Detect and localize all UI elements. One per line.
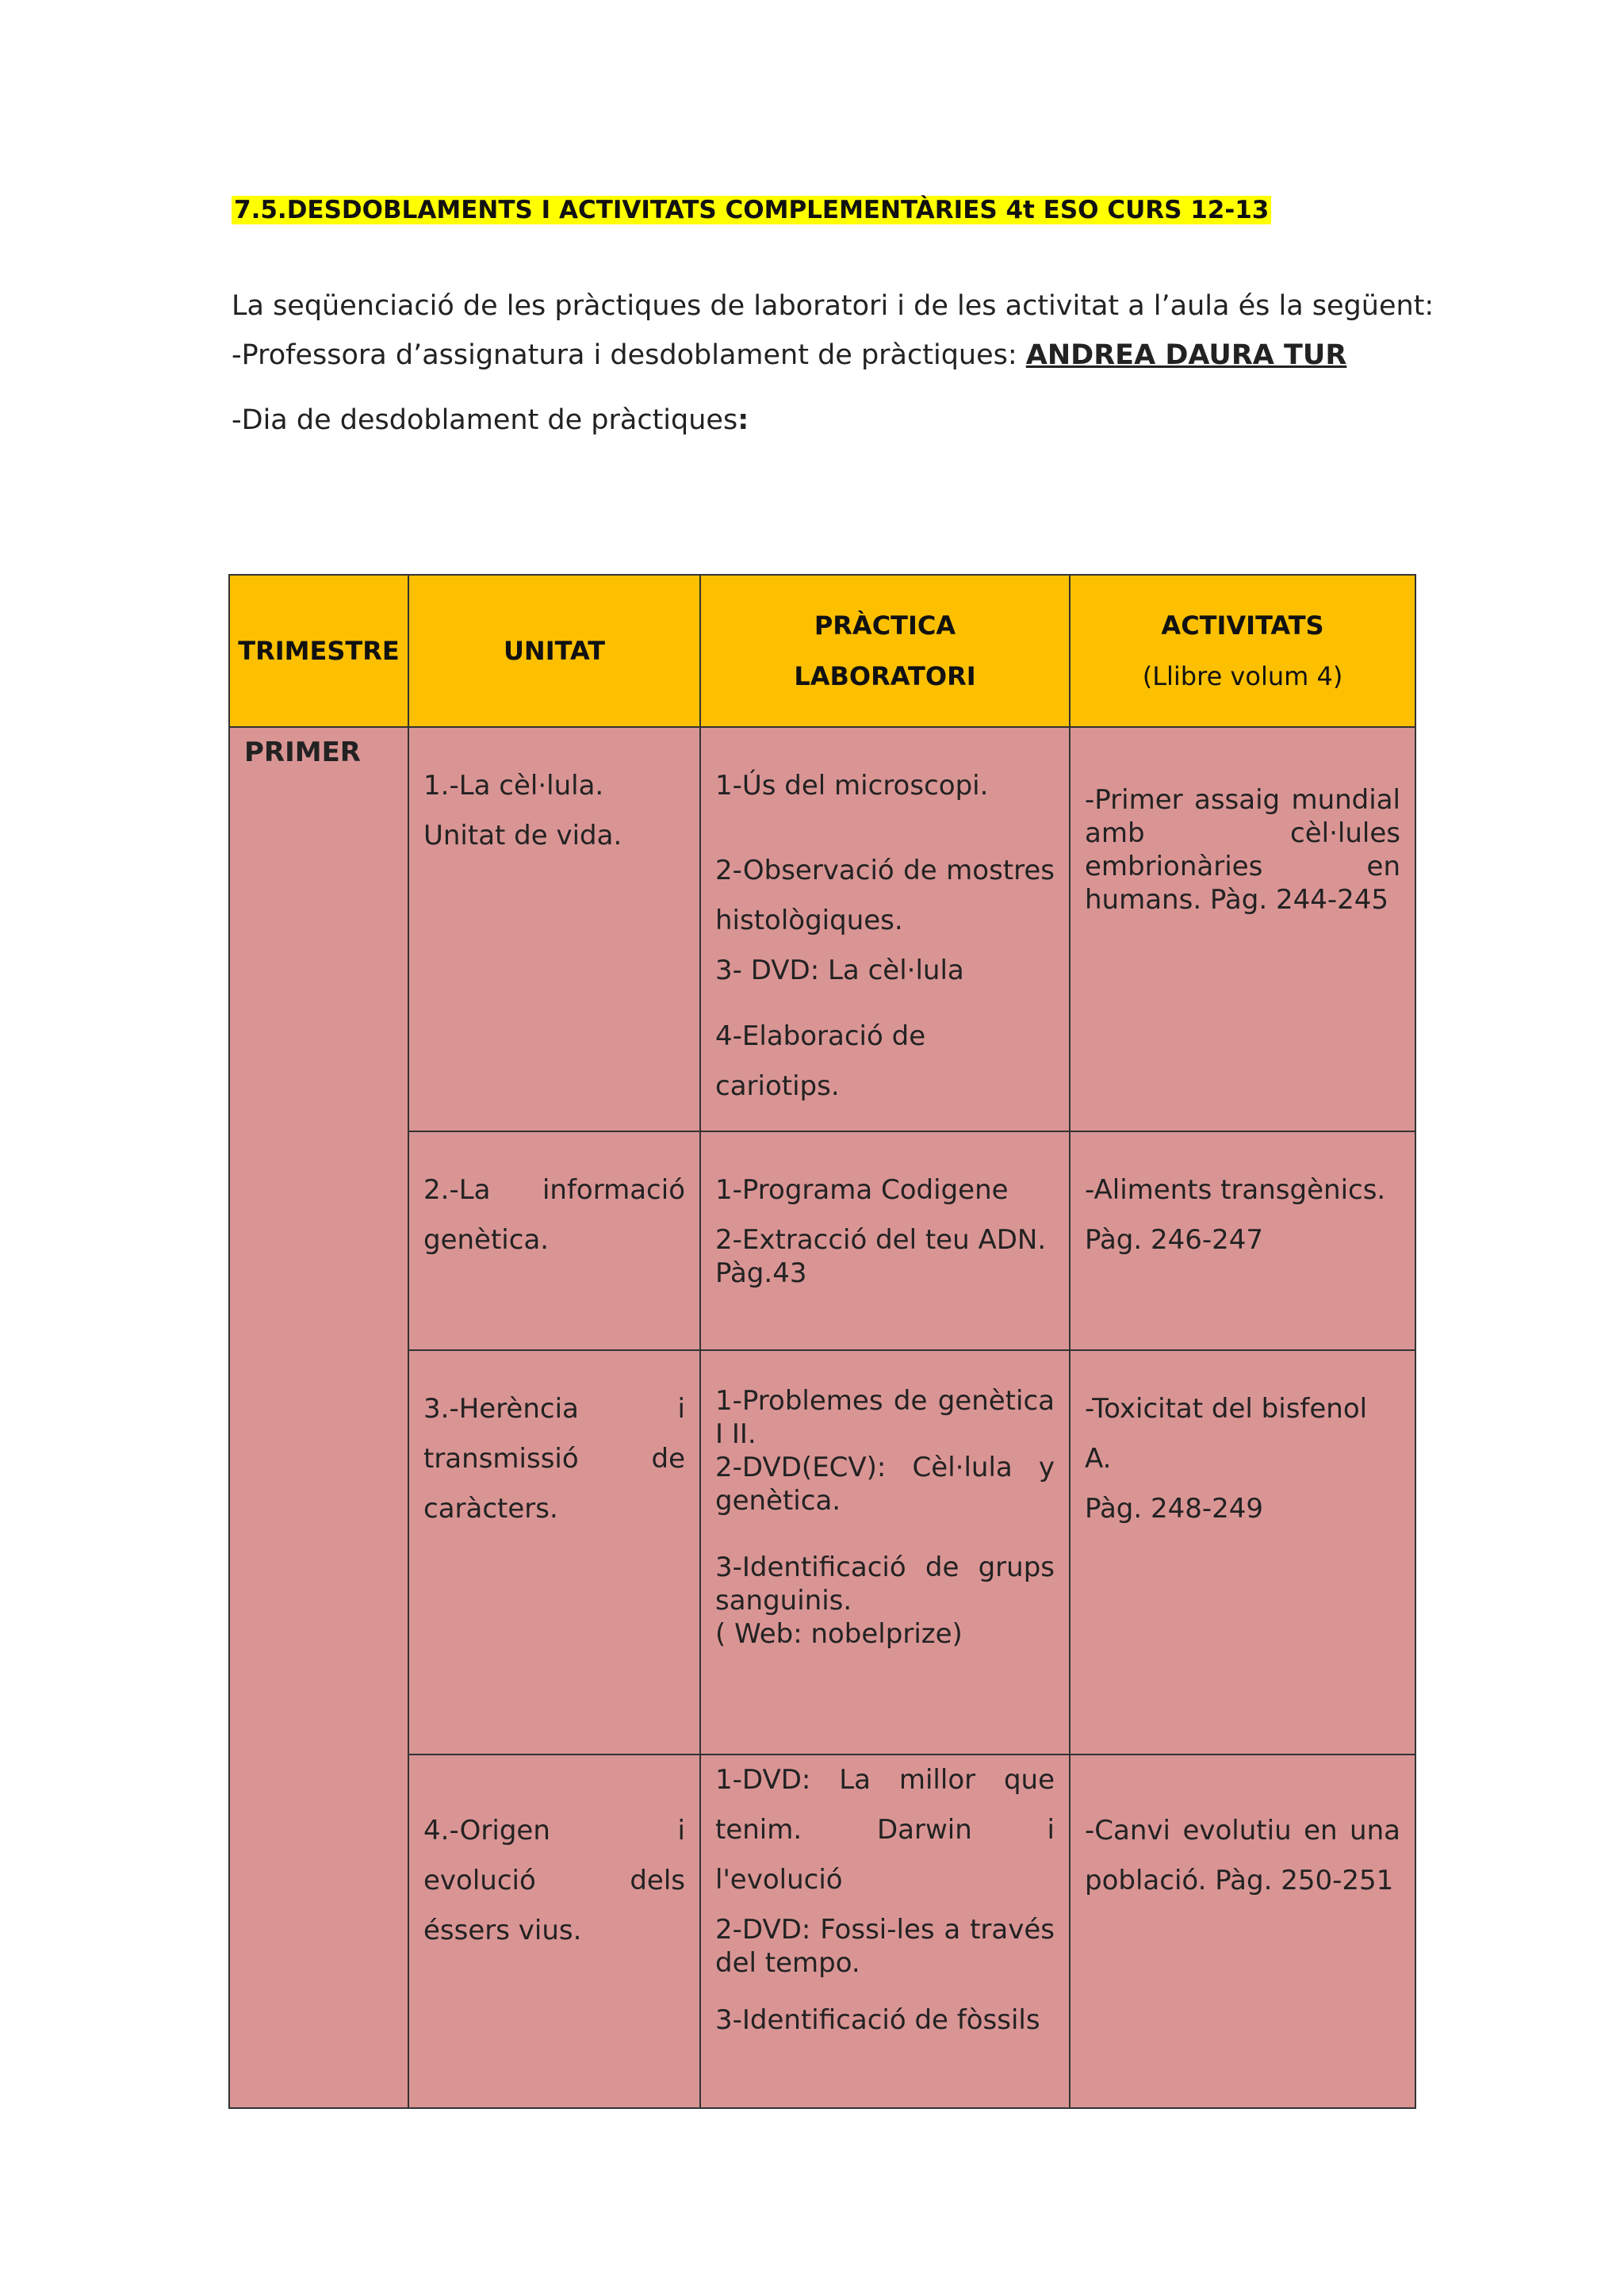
table-row [229,727,1415,1131]
activity-text: -Primer assaig mundial amb cèl·lules embrionàries en humans. Pàg. 244-245 [1085,784,1400,916]
practice-cell [700,1131,1070,1350]
table-header-row [229,575,1415,727]
activity-cell [1070,727,1415,1131]
header-activitats-line2: (Llibre volum 4) [1142,661,1343,691]
unit-cell [408,1131,700,1350]
activity-cell [1070,1350,1415,1755]
activity-text: -Aliments transgènics. [1085,1174,1386,1206]
activity-text: Pàg. 246-247 [1085,1224,1264,1256]
header-activitats-line1: ACTIVITATS [1161,610,1324,641]
header-activitats [1070,575,1415,727]
activity-cell [1070,1755,1415,2108]
practice-item: 4-Elaboració de cariotips. [715,1020,926,1102]
practice-item: 1-DVD: La millor que tenim. Darwin i l'evolució [715,1764,1055,1896]
header-practica [700,575,1070,727]
practice-cell [700,1350,1070,1755]
practice-cell [700,1755,1070,2108]
practice-item: 3- DVD: La cèl·lula [715,955,964,986]
term-label: PRIMER [244,737,361,768]
unit-cell [408,1755,700,2108]
practice-item: 2-Observació de mostres histològiques. [715,855,1055,936]
unit-text: 2.-La informació genètica. [423,1174,685,1256]
header-practica-line1: PRÀCTICA [814,610,956,641]
day-colon: : [737,404,749,436]
unit-text: 1.-La cèl·lula. [423,770,604,802]
unit-cell [408,1350,700,1755]
practice-item: ( Web: nobelprize) [715,1618,963,1650]
header-trimestre: TRIMESTRE [229,575,408,727]
practice-item: 2-Extracció del teu ADN. Pàg.43 [715,1224,1047,1289]
section-heading-text: 7.5.DESDOBLAMENTS I ACTIVITATS COMPLEMENTÀRIES 4t ESO CURS 12-13 [232,196,1271,224]
activity-text: -Canvi evolutiu en una població. Pàg. 250-251 [1085,1815,1400,1896]
practice-item: 2-DVD: Fossi-les a través del tempo. [715,1914,1055,1979]
practice-item: 3-Identificació de grups sanguinis. [715,1552,1055,1617]
practice-item: 3-Identificació de fòssils [715,2004,1040,2036]
practice-item: 1-Programa Codigene [715,1174,1009,1206]
practice-item: 2-DVD(ECV): Cèl·lula y genètica. [715,1452,1055,1517]
term-cell [229,727,408,2108]
intro-paragraph [232,290,1434,322]
practice-item: 1-Ús del microscopi. [715,770,989,802]
header-unitat: UNITAT [408,575,700,727]
teacher-line [232,339,1346,371]
schedule-table [228,574,1416,2109]
practice-cell [700,727,1070,1131]
section-heading [232,190,1271,230]
teacher-name: ANDREA DAURA TUR [1025,339,1347,371]
activity-text: Pàg. 248-249 [1085,1493,1264,1525]
unit-text: 4.-Origen i evolució dels éssers vius. [423,1815,685,1946]
day-line [232,404,749,436]
header-practica-line2: LABORATORI [794,661,976,691]
activity-text: -Toxicitat del bisfenol A. [1085,1393,1368,1475]
teacher-label: -Professora d’assignatura i desdoblament de pràctiques: [232,339,1026,371]
unit-cell [408,727,700,1131]
unit-text: Unitat de vida. [423,820,622,851]
practice-item: 1-Problemes de genètica I II. [715,1385,1055,1450]
day-label: -Dia de desdoblament de pràctiques [232,404,738,436]
intro-text: La seqüenciació de les pràctiques de laboratori i de les activitat a l’aula és la següent: [232,290,1434,322]
activity-cell [1070,1131,1415,1350]
unit-text: 3.-Herència i transmissió de caràcters. [423,1393,685,1525]
